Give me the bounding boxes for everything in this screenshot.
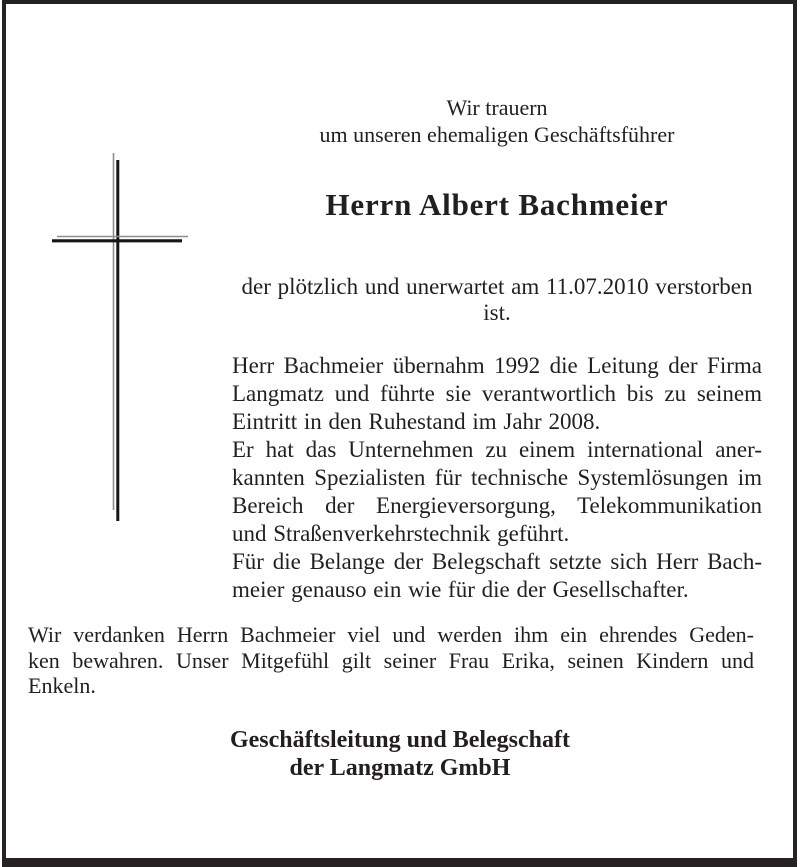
tribute-line: Wir verdanken Herrn Bachmeier viel und werden ihm ein ehrendes Geden- <box>28 622 754 647</box>
obituary-body-line: Herr Bachmeier übernahm 1992 die Leitung der Firma <box>232 353 762 378</box>
tribute-line: Enkeln. <box>28 673 96 698</box>
mourning-intro-line2: um unseren ehemaligen Geschäftsführer <box>319 122 675 147</box>
death-announcement-line1: der plötzlich und unerwartet am 11.07.2010 verstorben <box>241 274 753 299</box>
mourning-intro-line1: Wir trauern <box>446 95 548 120</box>
obituary-body-line: Er hat das Unternehmen zu einem international aner- <box>232 437 762 462</box>
obituary-body-line: Bereich der Energieversorgung, Telekommunikation <box>232 493 762 518</box>
tribute-paragraph <box>28 622 754 699</box>
signature-block <box>0 727 800 782</box>
deceased-name: Herrn Albert Bachmeier <box>325 187 669 222</box>
signature-line1: Geschäftsleitung und Belegschaft <box>229 727 570 753</box>
tribute-line: ken bewahren. Unser Mitgefühl gilt seiner Frau Erika, seinen Kindern und <box>28 647 754 673</box>
obituary-body-line: Eintritt in den Ruhestand im Jahr 2008. <box>232 409 601 434</box>
mourning-intro <box>232 94 762 148</box>
obituary-body-line: Langmatz und führte sie verantwortlich bis zu seinem <box>232 381 762 406</box>
obituary-body-line: kannten Spezialisten für technische Systemlösungen im <box>232 465 762 490</box>
obituary-body <box>232 352 762 604</box>
obituary-body-line: meier genauso ein wie für die der Gesellschafter. <box>232 577 689 602</box>
death-announcement <box>232 274 762 326</box>
obituary-body-line: Für die Belange der Belegschaft setzte sich Herr Bach- <box>232 549 762 574</box>
signature-line2: der Langmatz GmbH <box>289 754 511 781</box>
obituary-body-line: und Straßenverkehrstechnik geführt. <box>232 521 570 546</box>
death-announcement-line2: ist. <box>483 300 511 325</box>
